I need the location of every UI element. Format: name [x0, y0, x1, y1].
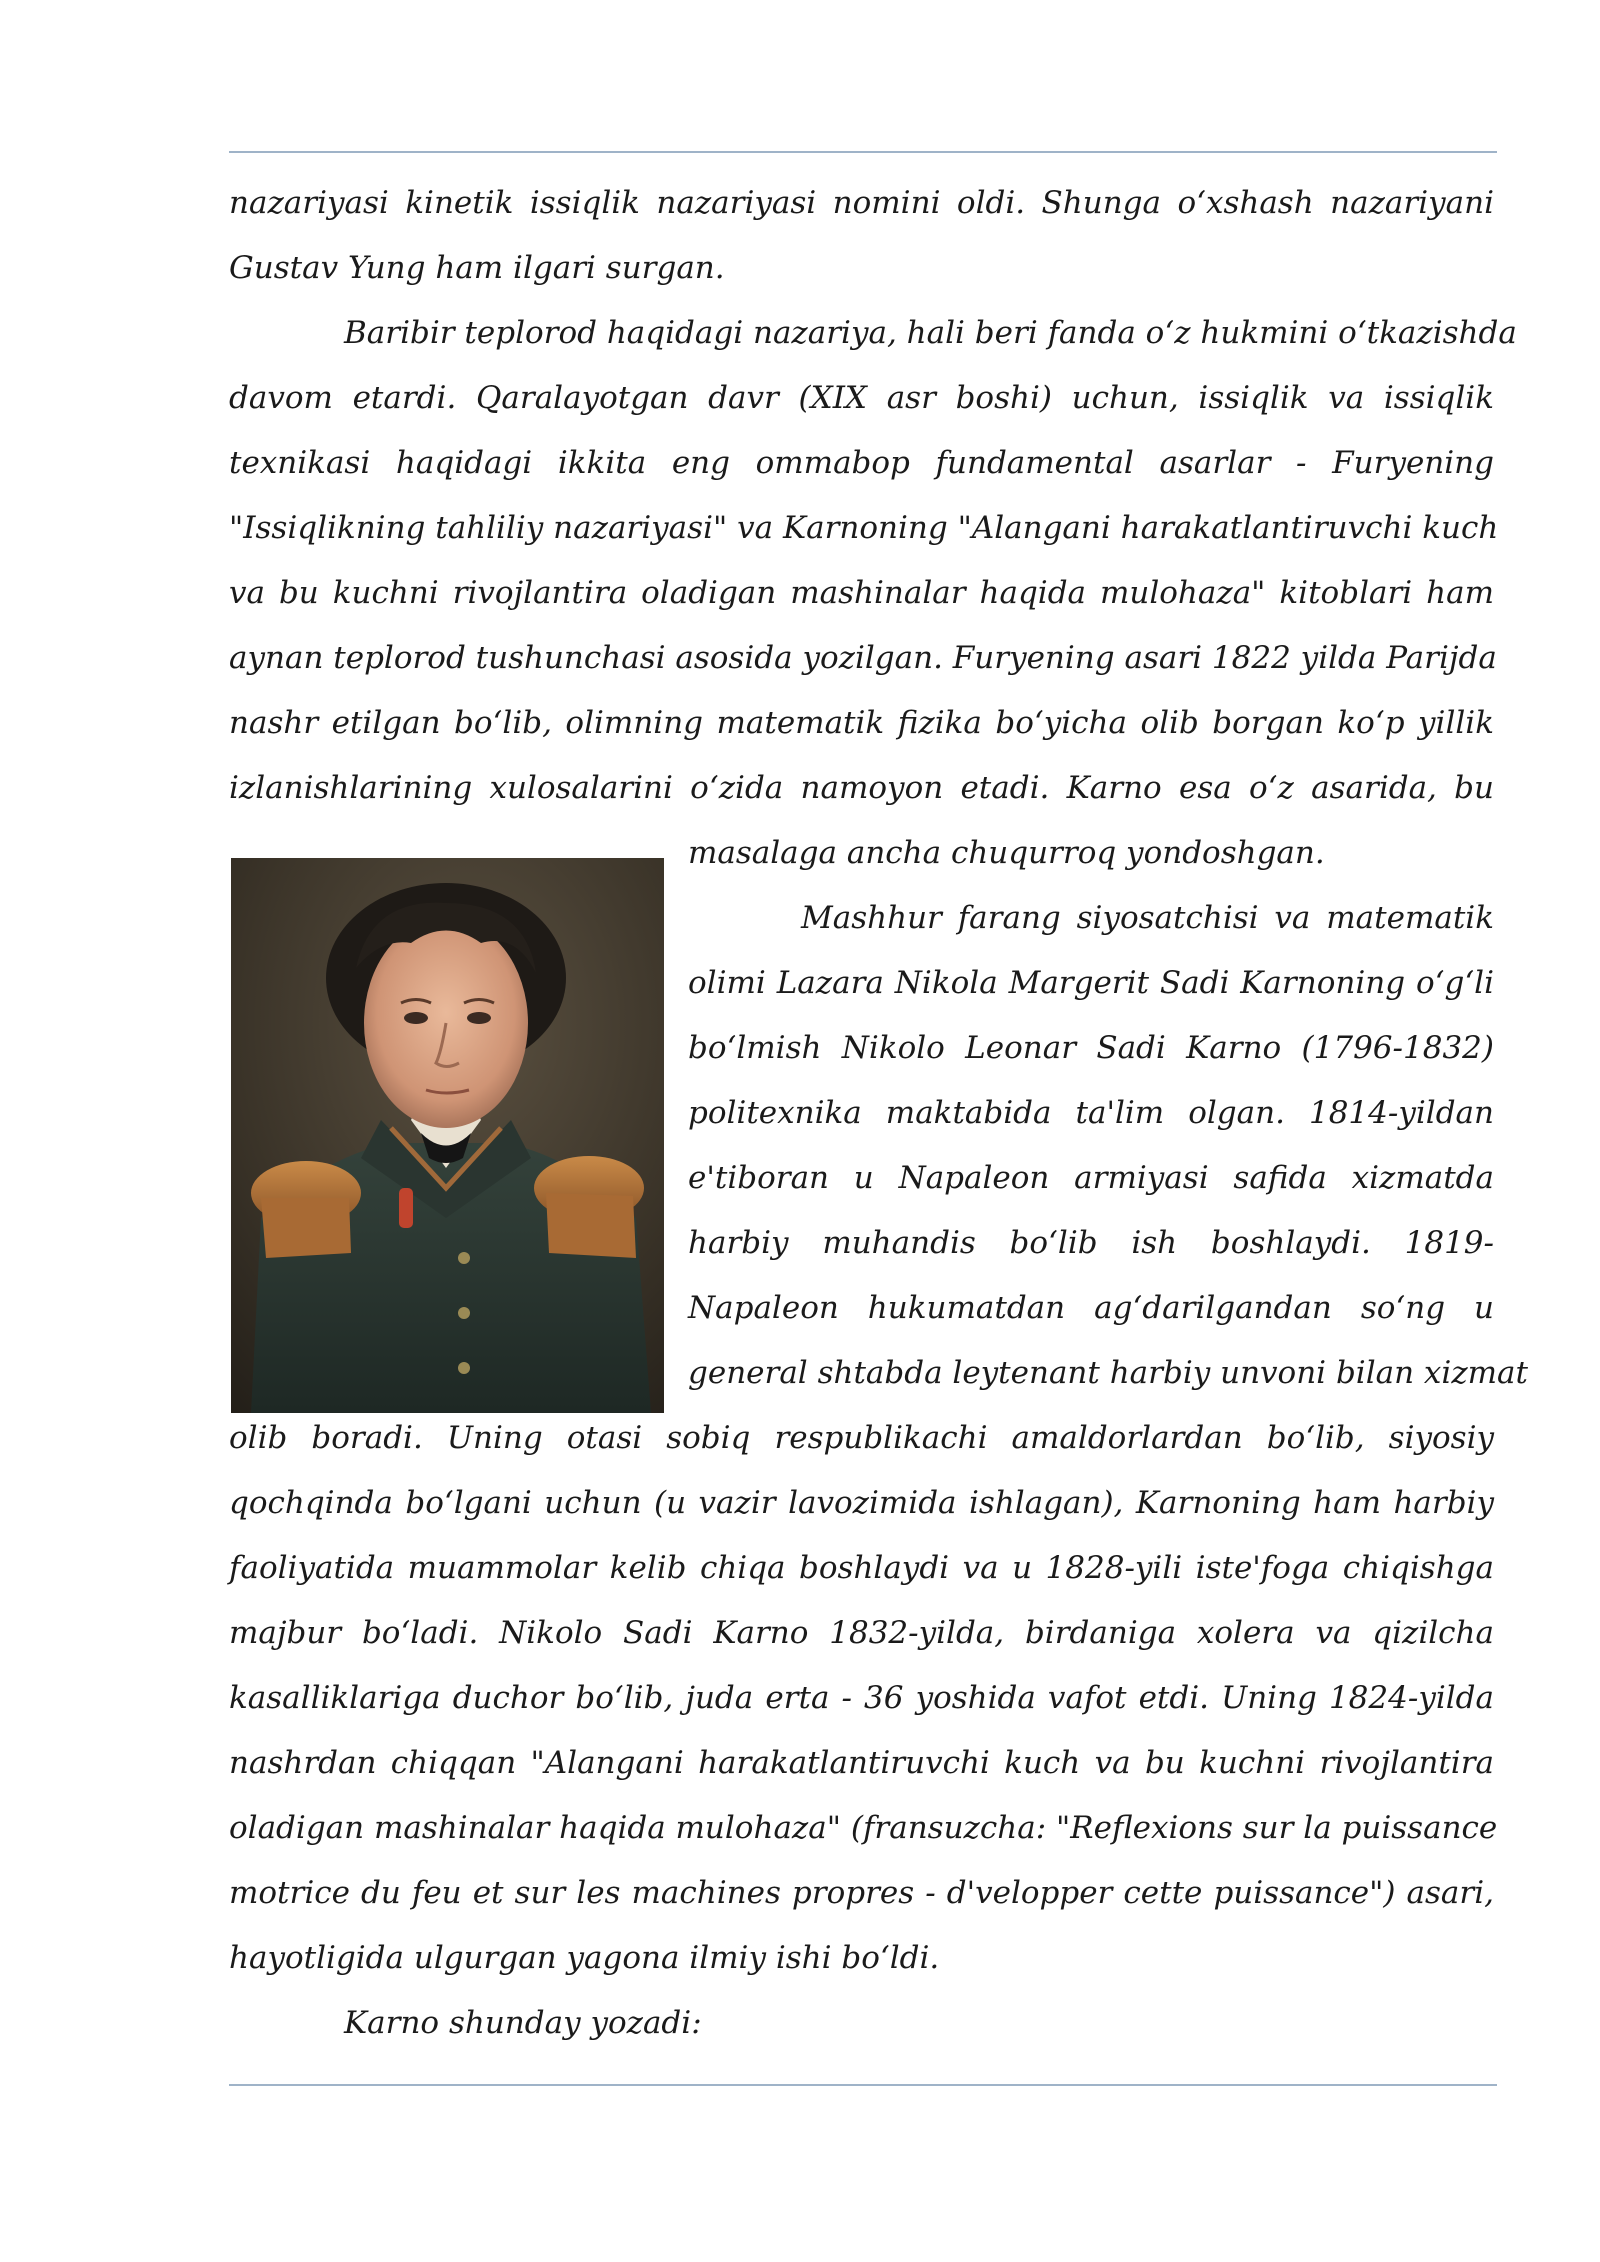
- text-line: Napaleon hukumatdan ag‘darilgandan so‘ng u: [688, 1290, 1494, 1326]
- text-line: majbur bo‘ladi. Nikolo Sadi Karno 1832-yilda, birdaniga xolera va qizilcha: [229, 1615, 1494, 1651]
- text-line: harbiy muhandis bo‘lib ish boshlaydi. 1819-: [688, 1225, 1494, 1261]
- text-line: bo‘lmish Nikolo Leonar Sadi Karno (1796-1832): [688, 1030, 1494, 1066]
- portrait-image: [231, 858, 664, 1413]
- text-line: kasalliklariga duchor bo‘lib, juda erta - 36 yoshida vafot etdi. Uning 1824-yilda: [229, 1680, 1494, 1716]
- text-line: Karno shunday yozadi:: [344, 2005, 702, 2041]
- text-line: nashrdan chiqqan "Alangani harakatlantiruvchi kuch va bu kuchni rivojlantira: [229, 1745, 1494, 1781]
- text-line: e'tiboran u Napaleon armiyasi safida xizmatda: [688, 1160, 1494, 1196]
- text-line: olimi Lazara Nikola Margerit Sadi Karnoning o‘g‘li: [688, 965, 1494, 1001]
- text-line: Gustav Yung ham ilgari surgan.: [229, 250, 725, 286]
- text-line: nazariyasi kinetik issiqlik nazariyasi nomini oldi. Shunga o‘xshash nazariyani: [229, 185, 1494, 221]
- text-line: nashr etilgan bo‘lib, olimning matematik fizika bo‘yicha olib borgan ko‘p yillik: [229, 705, 1494, 741]
- text-line: texnikasi haqidagi ikkita eng ommabop fundamental asarlar - Furyening: [229, 445, 1494, 481]
- text-line: faoliyatida muammolar kelib chiqa boshlaydi va u 1828-yili iste'foga chiqishga: [229, 1550, 1494, 1586]
- footer-rule: [229, 2084, 1497, 2086]
- text-line: olib boradi. Uning otasi sobiq respublikachi amaldorlardan bo‘lib, siyosiy: [229, 1420, 1494, 1456]
- text-line: hayotligida ulgurgan yagona ilmiy ishi bo‘ldi.: [229, 1940, 940, 1976]
- text-line: politexnika maktabida ta'lim olgan. 1814-yildan: [688, 1095, 1494, 1131]
- text-line: davom etardi. Qaralayotgan davr (XIX asr boshi) uchun, issiqlik va issiqlik: [229, 380, 1494, 416]
- header-rule: [229, 151, 1497, 153]
- text-line: qochqinda bo‘lgani uchun (u vazir lavozimida ishlagan), Karnoning ham harbiy: [229, 1485, 1494, 1521]
- text-line: masalaga ancha chuqurroq yondoshgan.: [688, 835, 1325, 871]
- text-line: va bu kuchni rivojlantira oladigan mashinalar haqida mulohaza" kitoblari ham: [229, 575, 1494, 611]
- text-line: motrice du feu et sur les machines propres - d'velopper cette puissance") asari,: [229, 1875, 1494, 1911]
- text-line: aynan teplorod tushunchasi asosida yozilgan. Furyening asari 1822 yilda Parijda: [229, 640, 1497, 676]
- text-line: general shtabda leytenant harbiy unvoni bilan xizmat: [688, 1355, 1528, 1391]
- text-line: Mashhur farang siyosatchisi va matematik: [801, 900, 1494, 936]
- text-line: oladigan mashinalar haqida mulohaza" (fransuzcha: "Reflexions sur la puissance: [229, 1810, 1498, 1846]
- text-line: izlanishlarining xulosalarini o‘zida namoyon etadi. Karno esa o‘z asarida, bu: [229, 770, 1494, 806]
- portrait-icon: [231, 858, 664, 1413]
- text-line: "Issiqlikning tahliliy nazariyasi" va Karnoning "Alangani harakatlantiruvchi kuch: [229, 510, 1499, 546]
- text-line: Baribir teplorod haqidagi nazariya, hali beri fanda o‘z hukmini o‘tkazishda: [344, 315, 1517, 351]
